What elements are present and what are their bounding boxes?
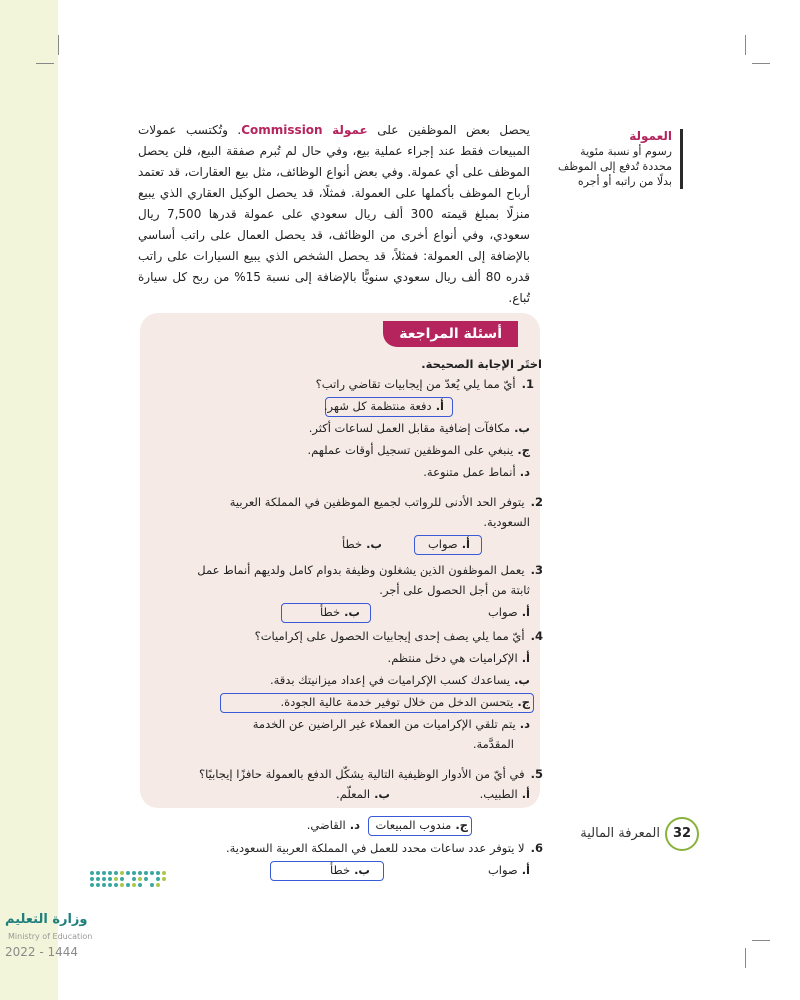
ministry-name-english: Ministry of Education [8, 932, 93, 941]
definition-text: رسوم أو نسبة مئوية محددة تُدفع إلى الموظف بدلًا من راتبه أو أجره [557, 145, 672, 188]
question-number: 6. [530, 841, 543, 855]
option-text: خطأ [320, 605, 341, 619]
term-english: Commission [241, 123, 323, 137]
question-2 [230, 492, 543, 512]
review-title: أسئلة المراجعة [383, 321, 518, 347]
option-letter: ب. [514, 673, 530, 687]
question-number: 5. [530, 767, 543, 781]
option-text: الإكراميات هي دخل منتظم. [387, 651, 518, 665]
option-letter: ب. [344, 605, 360, 619]
footer-title: المعرفة المالية [580, 826, 660, 841]
option-text: أنماط عمل متنوعة. [423, 465, 516, 479]
ministry-logo-dots-icon [88, 865, 174, 905]
option-letter: أ. [461, 537, 470, 551]
option-q5-a[interactable] [480, 784, 530, 804]
option-text: صواب [427, 537, 458, 551]
option-q6-b[interactable] [330, 860, 370, 880]
question-1 [316, 374, 534, 394]
option-q1-c[interactable] [307, 440, 530, 460]
option-letter: د. [519, 717, 530, 731]
question-3 [197, 560, 543, 580]
page-number: 32 [665, 817, 699, 851]
option-text: مكافآت إضافية مقابل العمل لساعات أكثر. [308, 421, 511, 435]
option-q5-d[interactable] [307, 815, 360, 835]
ministry-name-arabic: وزارة التعليم [5, 912, 88, 927]
option-letter: أ. [435, 399, 444, 413]
crop-mark [58, 35, 59, 55]
option-q4-b[interactable] [270, 670, 530, 690]
option-text: دفعة منتظمة كل شهر. [323, 399, 432, 413]
option-letter: د. [349, 818, 360, 832]
question-text: يعمل الموظفون الذين يشغلون وظيفة بدوام كامل ولديهم أنماط عمل [197, 563, 525, 577]
option-text: القاضي. [306, 818, 346, 832]
option-q3-b[interactable] [320, 602, 360, 622]
question-number: 4. [530, 629, 543, 643]
edition-year: 2022 - 1444 [5, 945, 79, 959]
question-5 [199, 764, 543, 784]
option-q3-a[interactable] [488, 602, 530, 622]
option-q5-c[interactable] [375, 815, 468, 835]
option-letter: د. [519, 465, 530, 479]
option-letter: أ. [521, 863, 530, 877]
question-text: أيّ مما يلي يصف إحدى إيجابيات الحصول على إكراميات؟ [254, 629, 525, 643]
option-q4-d[interactable] [253, 714, 530, 734]
option-text: مندوب المبيعات [375, 818, 452, 832]
option-q1-d[interactable] [423, 462, 530, 482]
option-q2-a[interactable] [428, 534, 470, 554]
option-letter: ج. [517, 695, 530, 709]
option-letter: ب. [354, 863, 370, 877]
question-3-cont: ثابتة من أجل الحصول على أجر. [379, 583, 530, 597]
intro-before: يحصل بعض الموظفين على [367, 123, 530, 137]
question-4 [255, 626, 543, 646]
question-text: لا يتوفر عدد ساعات محدد للعمل في المملكة العربية السعودية. [225, 841, 525, 855]
option-letter: أ. [521, 787, 530, 801]
question-text: في أيّ من الأدوار الوظيفية التالية يشكّل الدفع بالعمولة حافزًا إيجابيًا؟ [199, 767, 525, 781]
crop-mark [752, 63, 770, 64]
option-letter: ب. [366, 537, 382, 551]
crop-mark [745, 948, 746, 968]
definition-box [557, 129, 683, 189]
option-text: صواب [487, 605, 518, 619]
term-arabic: عمولة [332, 123, 368, 137]
intro-after: . وتُكتسب عمولات المبيعات فقط عند إجراء عملية بيع، وفي حال لم تُبرم صفقة البيع، فلن يحصل الموظف على أي عمولة. وفي بعض أنواع الوظائف، مثل بيع العقارات، قد تعتمد أرباح الموظف بأكملها على العمولة. فمثلًا، قد يحصل الوكيل العقاري الذي يبيع منزلًا بمبلغ قيمته 300 ألف ريال سعودي على عمولة قدرها 7,500 ريال سعودي، وفي أنواع أخرى من الوظائف، قد يحصل العمال على راتب أساسي بالإضافة إلى العمولة: فمثلاً، قد يحصل الشخص الذي يبيع السيارات على راتب قدره 80 ألف ريال سعودي سنويًّا بالإضافة إلى نسبة 15% من ربح كل سيارة تُباع. [138, 123, 530, 305]
crop-mark [745, 35, 746, 55]
option-text: خطأ [342, 537, 363, 551]
option-text: يتم تلقي الإكراميات من العملاء غير الراضين عن الخدمة [252, 717, 516, 731]
option-q4-d-cont: المقدَّمة. [472, 737, 514, 751]
option-q1-a[interactable] [324, 396, 444, 416]
option-text: المعلّم. [336, 787, 371, 801]
left-margin-strip [0, 0, 58, 1000]
option-text: يتحسن الدخل من خلال توفير خدمة عالية الجودة. [280, 695, 514, 709]
question-text: يتوفر الحد الأدنى للرواتب لجميع الموظفين في المملكة العربية [229, 495, 525, 509]
option-letter: ج. [455, 818, 468, 832]
question-number: 2. [530, 495, 543, 509]
review-instruction: اختَر الإجابة الصحيحة. [421, 357, 542, 371]
intro-paragraph [138, 120, 530, 309]
option-q4-c[interactable] [281, 692, 530, 712]
option-text: الطبيب. [479, 787, 518, 801]
option-text: ينبغي على الموظفين تسجيل أوقات عملهم. [307, 443, 514, 457]
question-number: 1. [521, 377, 534, 391]
crop-mark [36, 63, 54, 64]
option-q5-b[interactable] [336, 784, 390, 804]
option-letter: ب. [374, 787, 390, 801]
question-6 [226, 838, 543, 858]
question-number: 3. [530, 563, 543, 577]
option-letter: أ. [521, 651, 530, 665]
option-letter: ب. [514, 421, 530, 435]
option-text: صواب [487, 863, 518, 877]
option-text: يساعدك كسب الإكراميات في إعداد ميزانيتك بدقة. [269, 673, 511, 687]
option-letter: ج. [517, 443, 530, 457]
option-q1-b[interactable] [309, 418, 530, 438]
crop-mark [752, 940, 770, 941]
question-2-cont: السعودية. [483, 515, 530, 529]
question-text: أيّ مما يلي يُعدّ من إيجابيات تقاضي راتب؟ [315, 377, 516, 391]
definition-term: العمولة [629, 129, 672, 143]
option-q2-b[interactable] [342, 534, 382, 554]
option-letter: أ. [521, 605, 530, 619]
option-text: خطأ [330, 863, 351, 877]
option-q4-a[interactable] [388, 648, 530, 668]
option-q6-a[interactable] [488, 860, 530, 880]
